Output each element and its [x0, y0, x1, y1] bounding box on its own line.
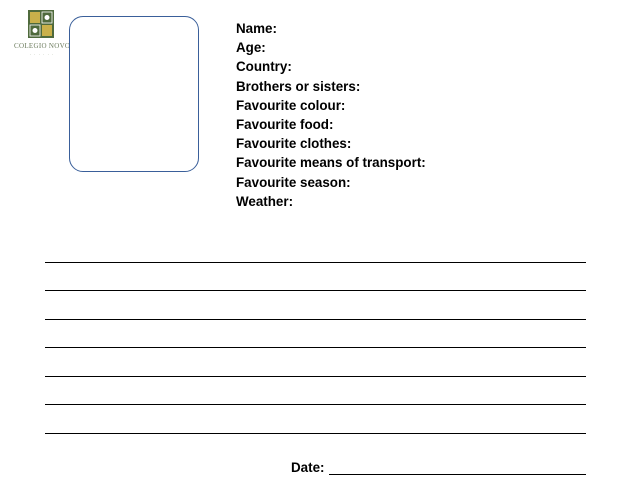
writing-line-1[interactable] — [45, 262, 586, 263]
school-name: COLEGIO NOVO — [14, 42, 71, 50]
field-favourite-season: Favourite season: — [236, 174, 351, 190]
field-favourite-clothes: Favourite clothes: — [236, 136, 352, 152]
writing-line-3[interactable] — [45, 319, 586, 320]
field-name: Name: — [236, 21, 277, 36]
field-brothers-or-sisters: Brothers or sisters: — [236, 78, 361, 94]
writing-line-7[interactable] — [45, 433, 586, 434]
writing-line-5[interactable] — [45, 376, 586, 377]
date-label: Date: — [291, 460, 325, 475]
school-logo — [14, 10, 70, 62]
school-crest-icon — [28, 10, 54, 38]
field-favourite-transport: Favourite means of transport: — [236, 155, 426, 171]
profile-fields — [236, 19, 426, 211]
field-age: Age: — [236, 40, 266, 56]
photo-frame — [69, 16, 199, 172]
school-subline: · · · · · · — [29, 52, 55, 57]
date-row — [291, 459, 588, 477]
field-country: Country: — [236, 59, 292, 75]
field-weather: Weather: — [236, 193, 294, 209]
writing-line-4[interactable] — [45, 347, 586, 348]
writing-line-6[interactable] — [45, 404, 586, 405]
field-favourite-colour: Favourite colour: — [236, 97, 346, 113]
date-line[interactable] — [329, 474, 586, 475]
writing-line-2[interactable] — [45, 290, 586, 291]
field-favourite-food: Favourite food: — [236, 117, 334, 133]
